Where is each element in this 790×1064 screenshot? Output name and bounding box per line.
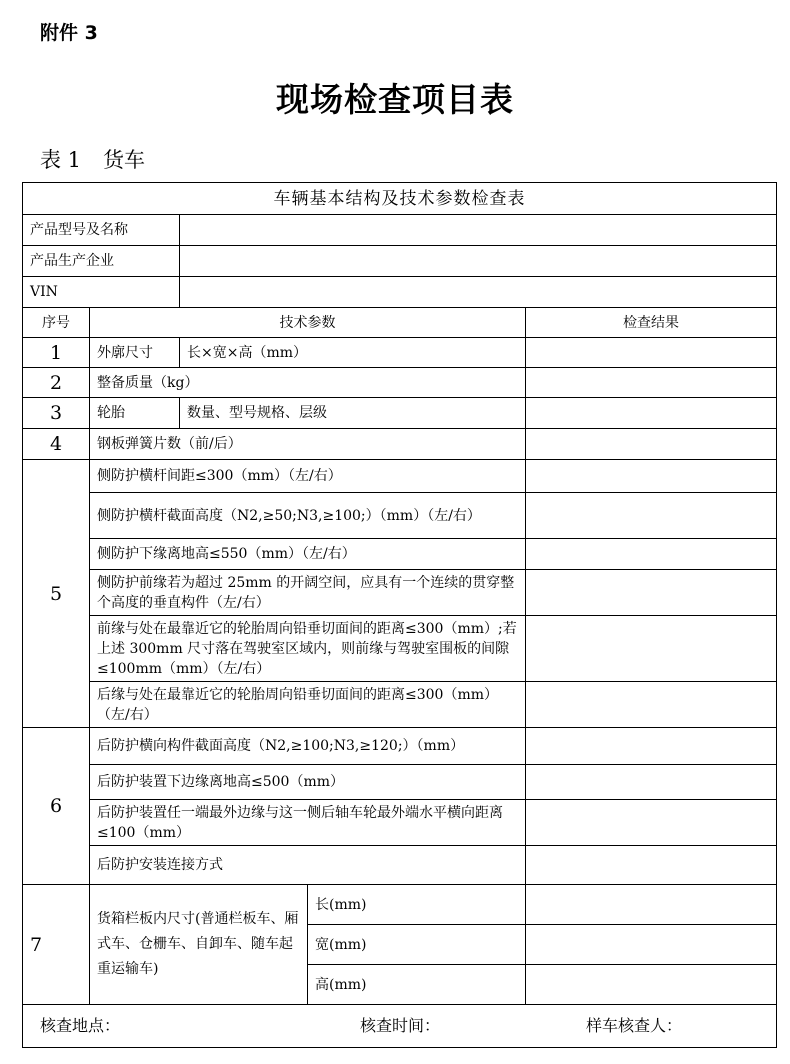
item-text: 后防护安装连接方式 — [90, 846, 526, 885]
table-row — [23, 338, 777, 368]
item-label: 外廓尺寸 — [90, 338, 180, 368]
result-cell[interactable] — [526, 765, 777, 800]
table-row — [23, 493, 777, 539]
result-cell[interactable] — [526, 728, 777, 765]
column-header-result: 检查结果 — [526, 308, 777, 338]
result-cell[interactable] — [526, 398, 777, 429]
item-text: 高(mm) — [308, 965, 526, 1005]
inspection-time-label: 核查时间： — [360, 1016, 441, 1035]
item-text: 后防护横向构件截面高度（N2,≥100;N3,≥120;）（mm） — [90, 728, 526, 765]
inspection-table — [22, 182, 777, 1048]
table-row — [23, 539, 777, 570]
result-cell[interactable] — [526, 429, 777, 460]
item-label: 货箱栏板内尺寸(普通栏板车、厢式车、仓栅车、自卸车、随车起重运输车) — [90, 885, 308, 1005]
item-number: 1 — [23, 338, 90, 368]
result-cell[interactable] — [526, 338, 777, 368]
item-detail: 数量、型号规格、层级 — [180, 398, 526, 429]
info-row-model — [23, 215, 777, 246]
item-text: 侧防护前缘若为超过 25mm 的开阔空间，应具有一个连续的贯穿整个高度的垂直构件（左/右） — [90, 570, 526, 616]
result-cell[interactable] — [526, 616, 777, 682]
table-row — [23, 368, 777, 398]
item-label: 轮胎 — [90, 398, 180, 429]
footer-cell — [23, 1005, 777, 1048]
table-row — [23, 846, 777, 885]
item-number: 2 — [23, 368, 90, 398]
table-name: 货车 — [103, 148, 146, 172]
result-cell[interactable] — [526, 570, 777, 616]
table-header: 车辆基本结构及技术参数检查表 — [23, 183, 777, 215]
table-header-row — [23, 183, 777, 215]
result-cell[interactable] — [526, 800, 777, 846]
item-text: 整备质量（kg） — [90, 368, 526, 398]
table-row — [23, 885, 777, 925]
item-text: 后防护装置下边缘离地高≤500（mm） — [90, 765, 526, 800]
result-cell[interactable] — [526, 846, 777, 885]
item-text: 侧防护横杆截面高度（N2,≥50;N3,≥100;）（mm）（左/右） — [90, 493, 526, 539]
inspector-label: 样车核查人： — [586, 1016, 683, 1035]
item-text: 长(mm) — [308, 885, 526, 925]
table-row — [23, 570, 777, 616]
item-number: 4 — [23, 429, 90, 460]
item-number: 6 — [23, 728, 90, 885]
inspection-location-label: 核查地点： — [40, 1016, 121, 1035]
info-label: VIN — [23, 277, 180, 308]
info-value-cell[interactable] — [180, 277, 777, 308]
info-label: 产品型号及名称 — [23, 215, 180, 246]
item-number: 5 — [23, 460, 90, 728]
table-row — [23, 765, 777, 800]
info-row-vin — [23, 277, 777, 308]
table-row — [23, 460, 777, 493]
result-cell[interactable] — [526, 368, 777, 398]
table-row — [23, 616, 777, 682]
info-row-manufacturer — [23, 246, 777, 277]
column-header-row — [23, 308, 777, 338]
column-header-params: 技术参数 — [90, 308, 526, 338]
info-label: 产品生产企业 — [23, 246, 180, 277]
table-row — [23, 398, 777, 429]
footer-row — [23, 1005, 777, 1048]
table-subtitle — [40, 144, 145, 174]
column-header-seq: 序号 — [23, 308, 90, 338]
result-cell[interactable] — [526, 460, 777, 493]
result-cell[interactable] — [526, 493, 777, 539]
page-title: 现场检查项目表 — [276, 80, 514, 119]
result-cell[interactable] — [526, 925, 777, 965]
item-text: 前缘与处在最靠近它的轮胎周向铅垂切面间的距离≤300（mm）;若上述 300mm 尺寸落在驾驶室区域内，则前缘与驾驶室围板的间隙≤100mm（mm）（左/右） — [90, 616, 526, 682]
info-value-cell[interactable] — [180, 215, 777, 246]
result-cell[interactable] — [526, 682, 777, 728]
item-text: 钢板弹簧片数（前/后） — [90, 429, 526, 460]
item-text: 后防护装置任一端最外边缘与这一侧后轴车轮最外端水平横向距离≤100（mm） — [90, 800, 526, 846]
info-value-cell[interactable] — [180, 246, 777, 277]
table-row — [23, 429, 777, 460]
item-text: 宽(mm) — [308, 925, 526, 965]
table-row — [23, 682, 777, 728]
result-cell[interactable] — [526, 885, 777, 925]
attachment-label: 附件 3 — [40, 22, 98, 44]
item-detail: 长×宽×高（mm） — [180, 338, 526, 368]
item-text: 侧防护横杆间距≤300（mm）（左/右） — [90, 460, 526, 493]
item-number: 7 — [23, 885, 90, 1005]
result-cell[interactable] — [526, 965, 777, 1005]
item-number: 3 — [23, 398, 90, 429]
table-row — [23, 728, 777, 765]
table-row — [23, 800, 777, 846]
item-text: 侧防护下缘离地高≤550（mm）（左/右） — [90, 539, 526, 570]
result-cell[interactable] — [526, 539, 777, 570]
table-number: 表 1 — [40, 148, 82, 172]
item-text: 后缘与处在最靠近它的轮胎周向铅垂切面间的距离≤300（mm）（左/右） — [90, 682, 526, 728]
